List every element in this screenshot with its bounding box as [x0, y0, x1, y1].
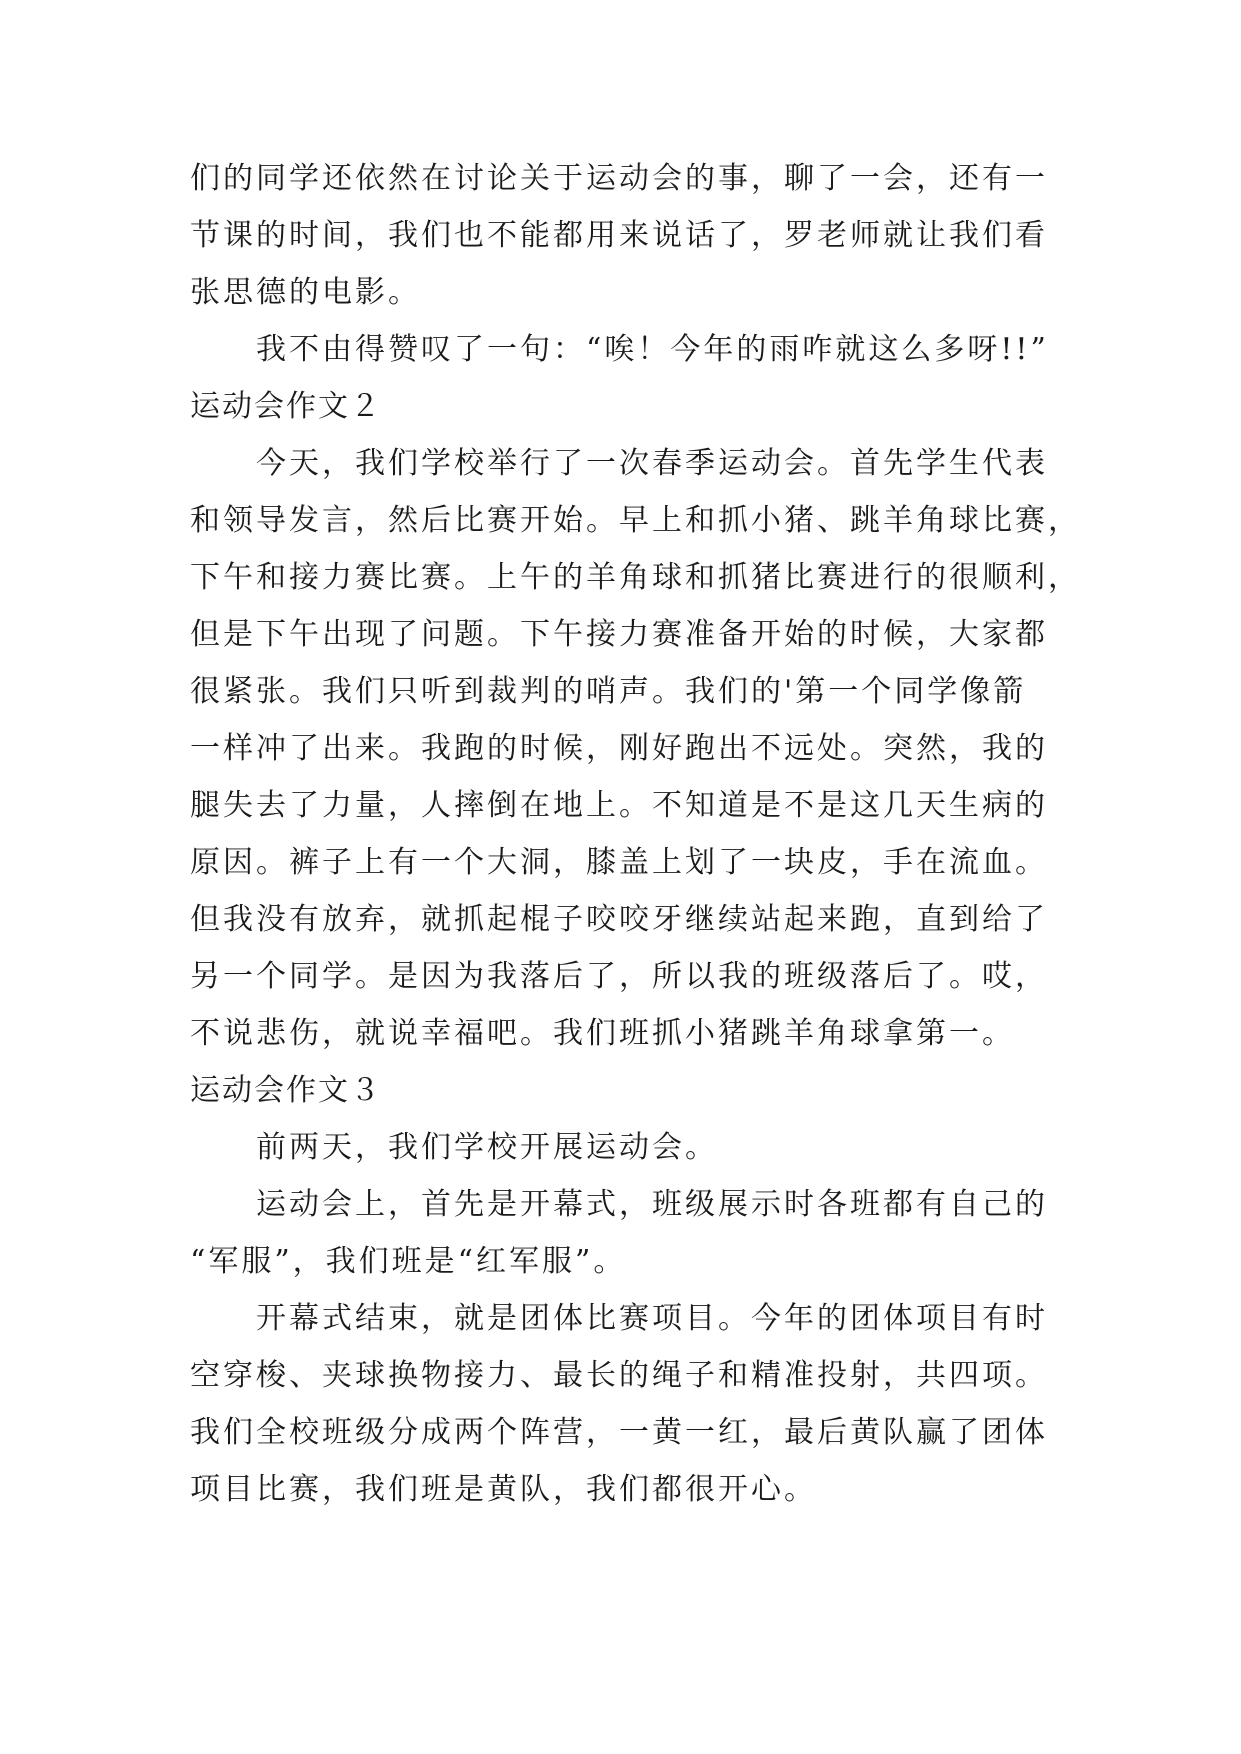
text-line: 但我没有放弃，就抓起棍子咬咬牙继续站起来跑，直到给了: [190, 902, 1048, 937]
text-line: 不说悲伤，就说幸福吧。我们班抓小猪跳羊角球拿第一。: [190, 1016, 1015, 1051]
text-line: 我不由得赞叹了一句：“唉！今年的雨咋就这么多呀!!”: [256, 332, 1049, 367]
text-line: 一样冲了出来。我跑的时候，刚好跑出不远处。突然，我的: [190, 731, 1048, 766]
text-line: 腿失去了力量，人摔倒在地上。不知道是不是这几天生病的: [190, 788, 1048, 823]
section-heading: 运动会作文３: [190, 1073, 382, 1108]
text-line: 但是下午出现了问题。下午接力赛准备开始的时候，大家都: [190, 617, 1048, 652]
document-page: [190, 150, 1081, 1518]
text-line: 和领导发言，然后比赛开始。早上和抓小猪、跳羊角球比赛，: [190, 503, 1081, 538]
text-line: 我们全校班级分成两个阵营，一黄一红，最后黄队赢了团体: [190, 1415, 1048, 1450]
text-line: 前两天，我们学校开展运动会。: [256, 1130, 718, 1165]
text-line: 今天，我们学校举行了一次春季运动会。首先学生代表: [256, 446, 1048, 481]
text-line: 原因。裤子上有一个大洞，膝盖上划了一块皮，手在流血。: [190, 845, 1048, 880]
text-line: “军服”，我们班是“红军服”。: [190, 1244, 627, 1279]
text-line: 张思德的电影。: [190, 275, 421, 310]
text-line: 很紧张。我们只听到裁判的哨声。我们的'第一个同学像箭: [190, 674, 1027, 709]
text-line: 下午和接力赛比赛。上午的羊角球和抓猪比赛进行的很顺利，: [190, 560, 1081, 595]
section-heading: 运动会作文２: [190, 389, 382, 424]
text-line: 们的同学还依然在讨论关于运动会的事，聊了一会，还有一: [190, 161, 1048, 196]
text-line: 项目比赛，我们班是黄队，我们都很开心。: [190, 1472, 817, 1507]
text-line: 空穿梭、夹球换物接力、最长的绳子和精准投射，共四项。: [190, 1358, 1048, 1393]
text-line: 节课的时间，我们也不能都用来说话了，罗老师就让我们看: [190, 218, 1048, 253]
text-line: 运动会上，首先是开幕式，班级展示时各班都有自己的: [256, 1187, 1048, 1222]
text-line: 开幕式结束，就是团体比赛项目。今年的团体项目有时: [256, 1301, 1048, 1336]
text-line: 另一个同学。是因为我落后了，所以我的班级落后了。哎，: [190, 959, 1048, 994]
